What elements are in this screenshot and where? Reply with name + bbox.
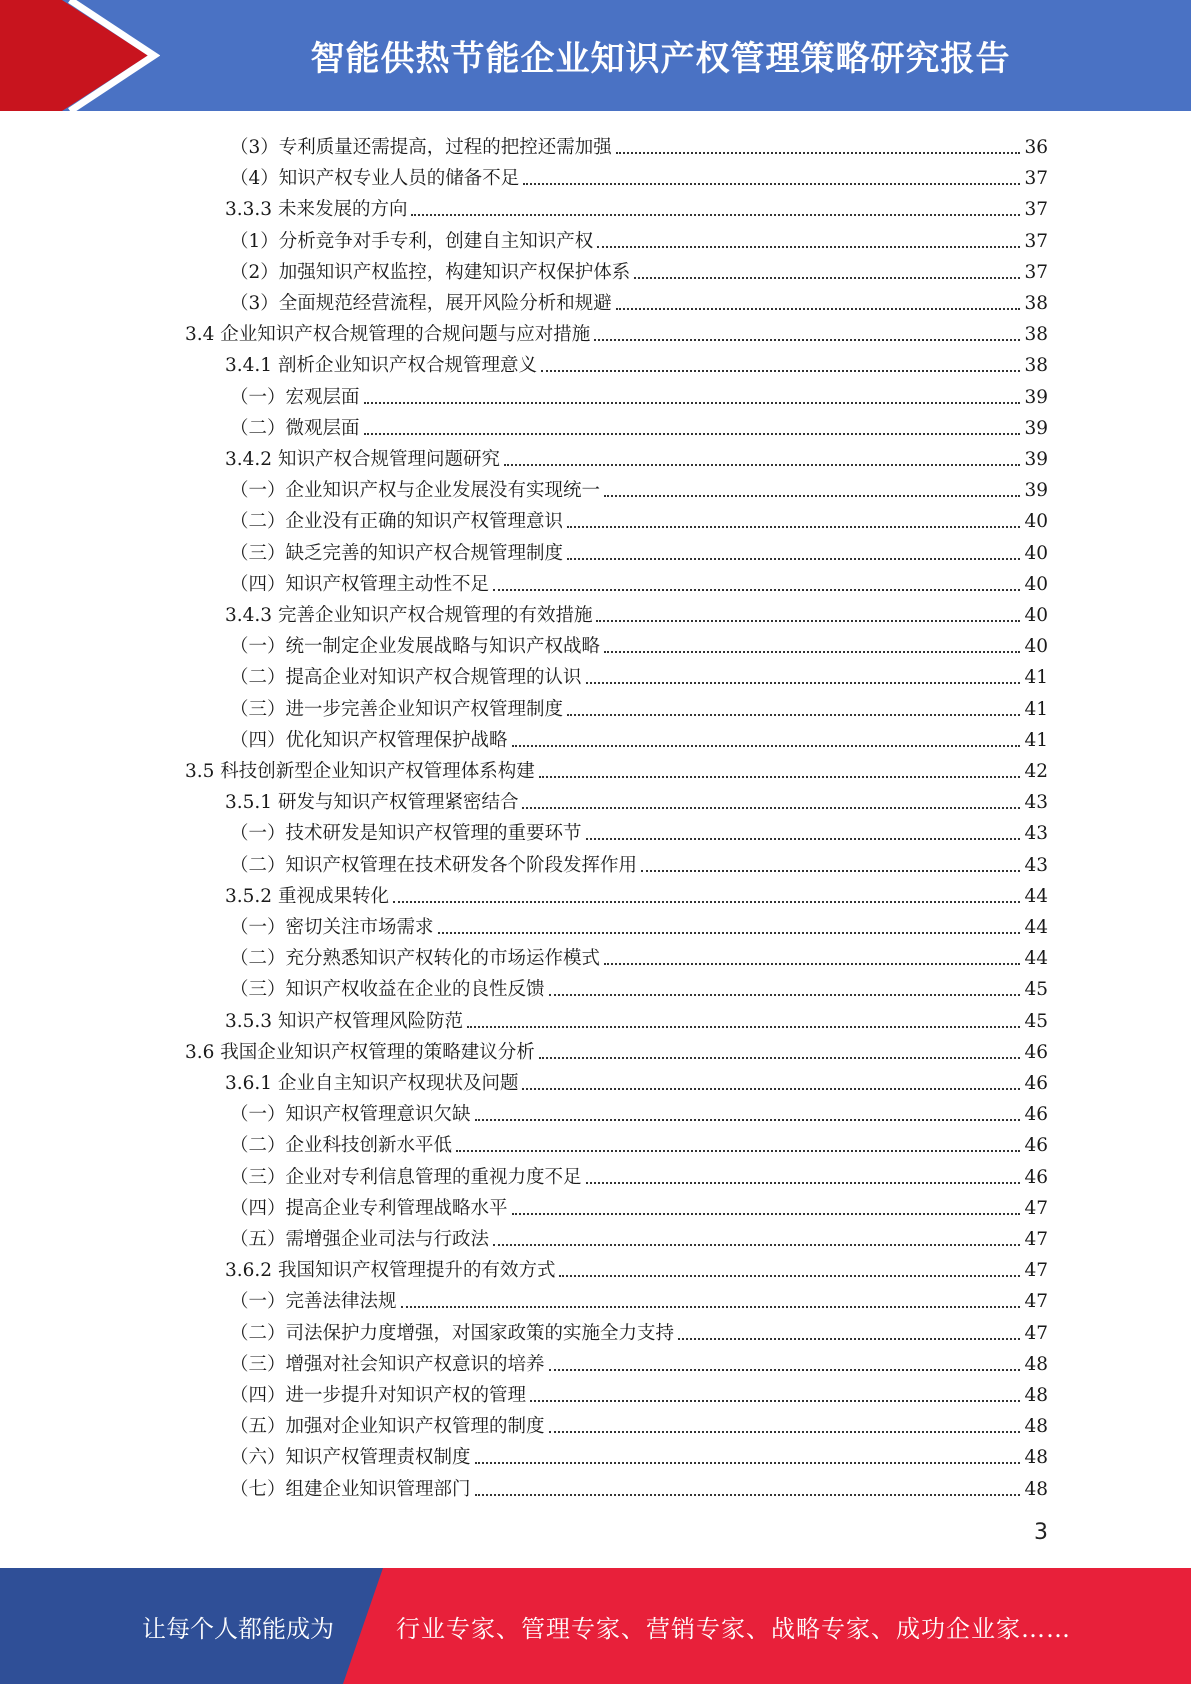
toc-dot-leader bbox=[530, 1400, 1020, 1402]
toc-entry-title: （五）需增强企业司法与行政法 bbox=[230, 1229, 490, 1250]
toc-entry-title: 3.5.2 重视成果转化 bbox=[225, 885, 389, 907]
toc-entry-title: 3.5.3 知识产权管理风险防范 bbox=[225, 1010, 463, 1032]
toc-dot-leader bbox=[641, 870, 1020, 872]
toc-entry-title: 3.5.1 研发与知识产权管理紧密结合 bbox=[225, 792, 519, 814]
toc-entry[interactable] bbox=[230, 222, 1048, 253]
toc-entry-title: （六）知识产权管理责权制度 bbox=[230, 1447, 471, 1469]
toc-entry[interactable] bbox=[225, 783, 1048, 814]
toc-page-number: 38 bbox=[1024, 324, 1048, 346]
toc-dot-leader bbox=[567, 558, 1020, 560]
toc-page-number: 41 bbox=[1024, 667, 1048, 689]
toc-page-number: 47 bbox=[1024, 1322, 1048, 1344]
toc-page-number: 37 bbox=[1024, 261, 1048, 283]
toc-dot-leader bbox=[567, 714, 1020, 716]
toc-page-number: 40 bbox=[1024, 636, 1048, 658]
toc-entry[interactable] bbox=[230, 627, 1048, 658]
toc-entry-title: （2）加强知识产权监控，构建知识产权保护体系 bbox=[230, 261, 631, 283]
toc-dot-leader bbox=[401, 1306, 1021, 1308]
toc-entry-title: （二）企业没有正确的知识产权管理意识 bbox=[230, 511, 564, 533]
toc-page-number: 43 bbox=[1024, 854, 1048, 876]
toc-dot-leader bbox=[586, 1182, 1021, 1184]
toc-dot-leader bbox=[493, 1244, 1020, 1246]
toc-entry-title: 3.4.2 知识产权合规管理问题研究 bbox=[225, 449, 500, 470]
toc-entry[interactable] bbox=[225, 1251, 1048, 1282]
toc-entry-title: 3.5 科技创新型企业知识产权管理体系构建 bbox=[185, 761, 535, 782]
toc-page-number: 48 bbox=[1024, 1447, 1048, 1469]
toc-page-number: 43 bbox=[1024, 823, 1048, 845]
toc-entry-title: 3.6.2 我国知识产权管理提升的有效方式 bbox=[225, 1260, 556, 1282]
toc-dot-leader bbox=[596, 620, 1020, 622]
toc-entry[interactable] bbox=[185, 1033, 1048, 1064]
toc-entry[interactable] bbox=[230, 471, 1048, 502]
toc-entry-title: 3.4.1 剖析企业知识产权合规管理意义 bbox=[225, 355, 537, 377]
toc-entry-title: （三）知识产权收益在企业的良性反馈 bbox=[230, 979, 545, 1001]
toc-entry-title: 3.4.3 完善企业知识产权合规管理的有效措施 bbox=[225, 605, 593, 626]
toc-entry[interactable] bbox=[230, 690, 1048, 721]
page-number: 3 bbox=[1034, 1520, 1048, 1545]
toc-page-number: 44 bbox=[1024, 948, 1048, 970]
header-arrow-icon bbox=[0, 0, 160, 111]
toc-dot-leader bbox=[594, 339, 1020, 341]
toc-page-number: 38 bbox=[1024, 355, 1048, 377]
toc-entry[interactable] bbox=[225, 1002, 1048, 1033]
toc-page-number: 37 bbox=[1024, 168, 1048, 190]
toc-entry[interactable] bbox=[230, 284, 1048, 315]
toc-entry[interactable] bbox=[230, 1220, 1048, 1251]
toc-entry[interactable] bbox=[230, 1158, 1048, 1189]
toc-entry-title: （4）知识产权专业人员的储备不足 bbox=[230, 168, 520, 190]
header-band bbox=[0, 0, 1191, 111]
toc-dot-leader bbox=[493, 589, 1020, 591]
toc-entry-title: （四）知识产权管理主动性不足 bbox=[230, 573, 490, 595]
toc-entry[interactable] bbox=[230, 1438, 1048, 1469]
toc-entry-title: （一）宏观层面 bbox=[230, 386, 360, 408]
toc-entry-title: （七）组建企业知识管理部门 bbox=[230, 1478, 471, 1500]
toc-page-number: 45 bbox=[1024, 979, 1048, 1001]
toc-page-number: 47 bbox=[1024, 1291, 1048, 1313]
toc-page-number: 37 bbox=[1024, 230, 1048, 252]
toc-entry-title: （三）增强对社会知识产权意识的培养 bbox=[230, 1353, 545, 1375]
toc-entry[interactable] bbox=[230, 502, 1048, 533]
toc-dot-leader bbox=[456, 1150, 1020, 1152]
toc-entry-title: （3）专利质量还需提高，过程的把控还需加强 bbox=[230, 137, 612, 158]
toc-dot-leader bbox=[678, 1338, 1020, 1340]
toc-entry[interactable] bbox=[225, 440, 1048, 471]
toc-page-number: 47 bbox=[1024, 1260, 1048, 1282]
toc-page-number: 48 bbox=[1024, 1478, 1048, 1500]
toc-dot-leader bbox=[604, 651, 1020, 653]
toc-dot-leader bbox=[604, 495, 1020, 497]
toc-page-number: 47 bbox=[1024, 1229, 1048, 1250]
document-title: 智能供热节能企业知识产权管理策略研究报告 bbox=[310, 39, 1011, 79]
toc-page-number: 46 bbox=[1024, 1073, 1048, 1094]
toc-entry[interactable] bbox=[225, 877, 1048, 908]
toc-dot-leader bbox=[364, 433, 1021, 435]
toc-dot-leader bbox=[475, 1494, 1021, 1496]
toc-entry-title: （二）司法保护力度增强，对国家政策的实施全力支持 bbox=[230, 1322, 675, 1344]
toc-entry[interactable] bbox=[230, 1345, 1048, 1376]
toc-page-number: 40 bbox=[1024, 605, 1048, 626]
toc-entry-title: （1）分析竞争对手专利，创建自主知识产权 bbox=[230, 230, 594, 252]
toc-entry-title: （一）完善法律法规 bbox=[230, 1291, 397, 1313]
toc-page-number: 45 bbox=[1024, 1010, 1048, 1032]
toc-dot-leader bbox=[438, 932, 1021, 934]
toc-entry[interactable] bbox=[225, 596, 1048, 627]
toc-dot-leader bbox=[393, 901, 1020, 903]
toc-entry[interactable] bbox=[185, 752, 1048, 783]
toc-dot-leader bbox=[586, 682, 1021, 684]
toc-page-number: 46 bbox=[1024, 1166, 1048, 1188]
toc-entry-title: 3.6 我国企业知识产权管理的策略建议分析 bbox=[185, 1041, 535, 1063]
toc-dot-leader bbox=[597, 246, 1020, 248]
toc-dot-leader bbox=[549, 994, 1021, 996]
toc-entry[interactable] bbox=[230, 409, 1048, 440]
toc-entry-title: （三）缺乏完善的知识产权合规管理制度 bbox=[230, 542, 564, 564]
toc-page-number: 39 bbox=[1024, 449, 1048, 470]
toc-entry[interactable] bbox=[185, 315, 1048, 346]
toc-page-number: 47 bbox=[1024, 1197, 1048, 1219]
toc-page-number: 41 bbox=[1024, 729, 1048, 751]
toc-page-number: 39 bbox=[1024, 417, 1048, 439]
toc-entry-title: （一）知识产权管理意识欠缺 bbox=[230, 1104, 471, 1126]
toc-entry-title: （一）统一制定企业发展战略与知识产权战略 bbox=[230, 636, 601, 658]
toc-entry-title: 3.6.1 企业自主知识产权现状及问题 bbox=[225, 1073, 519, 1094]
footer-band bbox=[0, 1568, 1191, 1684]
toc-entry-title: （三）进一步完善企业知识产权管理制度 bbox=[230, 698, 564, 720]
toc-entry[interactable] bbox=[230, 908, 1048, 939]
toc-dot-leader bbox=[512, 1213, 1021, 1215]
toc-page-number: 42 bbox=[1024, 761, 1048, 782]
toc-entry[interactable] bbox=[230, 1095, 1048, 1126]
toc-page-number: 48 bbox=[1024, 1353, 1048, 1375]
toc-entry-title: （二）微观层面 bbox=[230, 417, 360, 439]
toc-page-number: 39 bbox=[1024, 386, 1048, 408]
toc-page-number: 46 bbox=[1024, 1135, 1048, 1157]
toc-entry[interactable] bbox=[230, 1376, 1048, 1407]
toc-entry[interactable] bbox=[230, 1407, 1048, 1438]
toc-dot-leader bbox=[549, 1369, 1021, 1371]
toc-page-number: 44 bbox=[1024, 885, 1048, 907]
toc-dot-leader bbox=[567, 526, 1020, 528]
toc-entry[interactable] bbox=[230, 1189, 1048, 1220]
toc-dot-leader bbox=[541, 370, 1020, 372]
footer-slogan-left: 让每个人都能成为 bbox=[142, 1614, 334, 1643]
toc-entry[interactable] bbox=[230, 1470, 1048, 1501]
toc-entry[interactable] bbox=[230, 970, 1048, 1001]
toc-entry[interactable] bbox=[230, 939, 1048, 970]
toc-entry-title: （一）技术研发是知识产权管理的重要环节 bbox=[230, 823, 582, 845]
toc-dot-leader bbox=[616, 308, 1021, 310]
toc-entry[interactable] bbox=[230, 721, 1048, 752]
toc-page-number: 48 bbox=[1024, 1385, 1048, 1406]
toc-entry-title: （二）充分熟悉知识产权转化的市场运作模式 bbox=[230, 948, 601, 970]
toc-entry-title: （三）企业对专利信息管理的重视力度不足 bbox=[230, 1166, 582, 1188]
toc-dot-leader bbox=[467, 1026, 1020, 1028]
toc-page-number: 46 bbox=[1024, 1041, 1048, 1063]
toc-dot-leader bbox=[539, 776, 1021, 778]
toc-dot-leader bbox=[504, 464, 1020, 466]
toc-dot-leader bbox=[522, 807, 1020, 809]
toc-dot-leader bbox=[512, 745, 1021, 747]
toc-page-number: 38 bbox=[1024, 293, 1048, 314]
toc-entry[interactable] bbox=[230, 565, 1048, 596]
toc-page-number: 41 bbox=[1024, 698, 1048, 720]
toc-entry-title: （四）提高企业专利管理战略水平 bbox=[230, 1197, 508, 1219]
toc-entry[interactable] bbox=[230, 846, 1048, 877]
toc-entry-title: （五）加强对企业知识产权管理的制度 bbox=[230, 1416, 545, 1438]
toc-entry-title: 3.3.3 未来发展的方向 bbox=[225, 199, 408, 221]
toc-dot-leader bbox=[586, 838, 1021, 840]
toc-page-number: 40 bbox=[1024, 511, 1048, 533]
toc-page-number: 40 bbox=[1024, 573, 1048, 595]
toc-entry[interactable] bbox=[230, 159, 1048, 190]
toc-page-number: 36 bbox=[1024, 137, 1048, 158]
toc-page-number: 48 bbox=[1024, 1416, 1048, 1438]
toc-page-number: 37 bbox=[1024, 199, 1048, 221]
toc-entry-title: （二）提高企业对知识产权合规管理的认识 bbox=[230, 667, 582, 689]
toc-page-number: 43 bbox=[1024, 792, 1048, 814]
toc-page-number: 39 bbox=[1024, 480, 1048, 502]
toc-entry-title: （3）全面规范经营流程，展开风险分析和规避 bbox=[230, 293, 612, 314]
toc-dot-leader bbox=[549, 1431, 1021, 1433]
toc-entry[interactable] bbox=[230, 1282, 1048, 1313]
toc-dot-leader bbox=[475, 1462, 1021, 1464]
toc-dot-leader bbox=[523, 183, 1020, 185]
toc-entry[interactable] bbox=[225, 1064, 1048, 1095]
toc-page-number: 46 bbox=[1024, 1104, 1048, 1126]
toc-entry-title: （一）密切关注市场需求 bbox=[230, 917, 434, 938]
toc-dot-leader bbox=[364, 402, 1021, 404]
toc-dot-leader bbox=[411, 214, 1020, 216]
toc-dot-leader bbox=[604, 963, 1020, 965]
toc-dot-leader bbox=[522, 1088, 1020, 1090]
toc-dot-leader bbox=[475, 1119, 1021, 1121]
toc-entry[interactable] bbox=[230, 814, 1048, 845]
footer-slogan-right: 行业专家、管理专家、营销专家、战略专家、成功企业家…… bbox=[396, 1614, 1071, 1643]
toc-entry[interactable] bbox=[225, 190, 1048, 221]
toc-dot-leader bbox=[559, 1275, 1020, 1277]
toc-page-number: 44 bbox=[1024, 917, 1048, 938]
toc-dot-leader bbox=[634, 277, 1020, 279]
toc-dot-leader bbox=[539, 1057, 1021, 1059]
toc-entry[interactable] bbox=[230, 1314, 1048, 1345]
toc-page-number: 40 bbox=[1024, 542, 1048, 564]
toc-entry-title: （四）进一步提升对知识产权的管理 bbox=[230, 1385, 527, 1406]
toc-dot-leader bbox=[616, 152, 1021, 154]
toc-entry-title: （二）企业科技创新水平低 bbox=[230, 1135, 453, 1157]
toc-entry[interactable] bbox=[225, 346, 1048, 377]
toc-entry[interactable] bbox=[230, 253, 1048, 284]
toc-entry-title: （一）企业知识产权与企业发展没有实现统一 bbox=[230, 480, 601, 502]
toc-entry[interactable] bbox=[230, 658, 1048, 689]
toc-entry-title: （二）知识产权管理在技术研发各个阶段发挥作用 bbox=[230, 854, 638, 876]
toc-entry[interactable] bbox=[230, 534, 1048, 565]
toc-entry-title: 3.4 企业知识产权合规管理的合规问题与应对措施 bbox=[185, 324, 591, 346]
toc-entry[interactable] bbox=[230, 1126, 1048, 1157]
toc-entry-title: （四）优化知识产权管理保护战略 bbox=[230, 729, 508, 751]
toc-entry[interactable] bbox=[230, 128, 1048, 159]
toc-entry[interactable] bbox=[230, 378, 1048, 409]
